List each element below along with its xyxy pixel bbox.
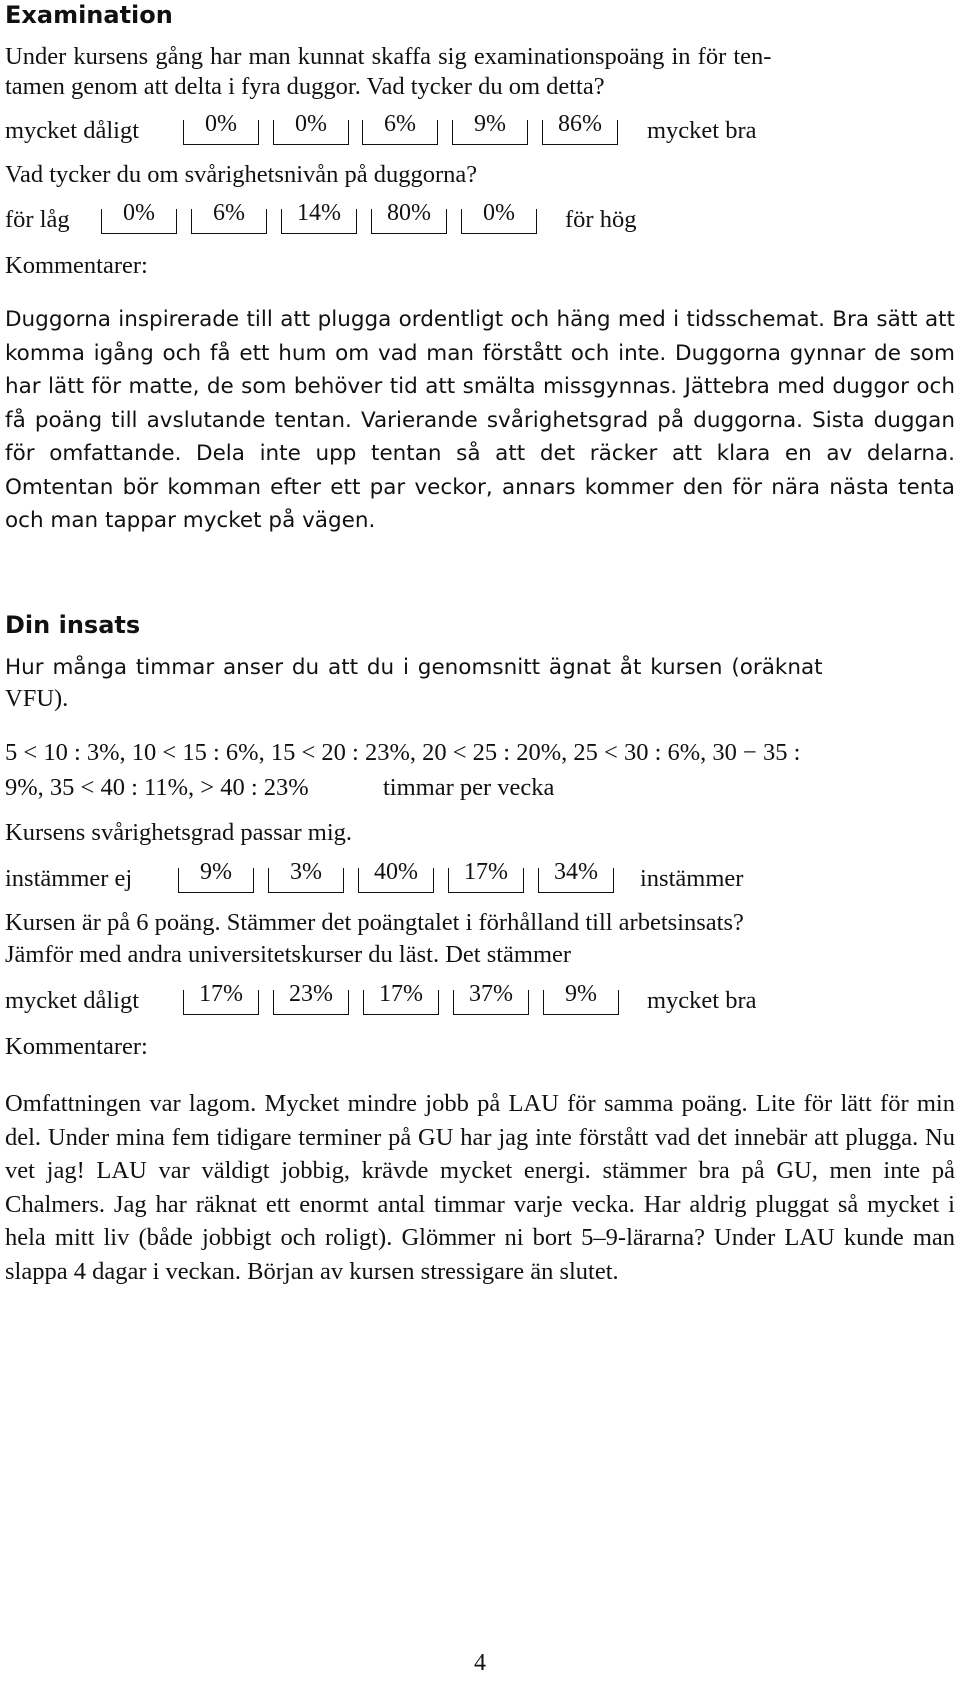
rating-scale-credits (5, 981, 955, 1020)
examination-intro-line-1: Under kursens gång har man kunnat skaffa sig examinationspoäng in för ten- (5, 43, 772, 70)
scale-cell: 86% (542, 120, 618, 145)
hours-question-line-1: Hur många timmar anser du att du i genomsnitt ägnat åt kursen (oräknat (5, 655, 823, 680)
hours-question-line-2: VFU). (5, 685, 69, 712)
examination-comments: Duggorna inspirerade till att plugga ordentligt och häng med i tidsschemat. Bra sätt att komma igång och få ett hum om vad man förstått och inte. Duggorna gynnar de som har lätt för matte, de som behöver tid att smälta missgynnas. Jättebra med duggor och få poäng till avslutande tentan. Varierande svårighetsgrad på duggorna. Sista duggan för omfattande. Dela inte upp tentan så att det räcker att klara en av delarna. Omtentan bör komman efter ett par veckor, annars kommer den för nära nästa tenta och man tappar mycket på vägen. (5, 307, 955, 533)
din-insats-heading: Din insats (5, 611, 141, 639)
scale-cell: 6% (191, 209, 267, 234)
scale-cell: 9% (452, 120, 528, 145)
scale-cell: 80% (371, 209, 447, 234)
scale-left-label: för låg (5, 206, 70, 233)
scale-left-label: instämmer ej (5, 865, 133, 892)
scale-right-label: mycket bra (647, 117, 757, 144)
scale-cell: 40% (358, 868, 434, 893)
hours-distribution-line-1: 5 < 10 : 3%, 10 < 15 : 6%, 15 < 20 : 23%, 20 < 25 : 20%, 25 < 30 : 6%, 30 − 35 : (5, 739, 801, 766)
hours-distribution-line-2: 9%, 35 < 40 : 11%, > 40 : 23% (5, 774, 309, 801)
credits-question-line-1: Kursen är på 6 poäng. Stämmer det poängtalet i förhålland till arbetsinsats? (5, 909, 744, 936)
scale-cell: 34% (538, 868, 614, 893)
scale-cell: 37% (453, 990, 529, 1015)
rating-scale-difficulty-fit (5, 859, 955, 898)
scale-right-label: instämmer (640, 865, 744, 892)
scale-right-label: för hög (565, 206, 637, 233)
question-difficulty: Vad tycker du om svårighetsnivån på duggorna? (5, 161, 478, 188)
document-page (5, 0, 955, 1690)
scale-cell: 23% (273, 990, 349, 1015)
scale-cell: 9% (543, 990, 619, 1015)
scale-cell: 9% (178, 868, 254, 893)
examination-heading: Examination (5, 1, 173, 29)
scale-left-label: mycket dåligt (5, 117, 140, 144)
scale-cell: 6% (362, 120, 438, 145)
scale-cell: 17% (448, 868, 524, 893)
question-difficulty-fit: Kursens svårighetsgrad passar mig. (5, 819, 353, 846)
scale-cell: 0% (101, 209, 177, 234)
scale-left-label: mycket dåligt (5, 987, 140, 1014)
rating-scale-duggor-difficulty (5, 200, 955, 239)
scale-cell: 17% (183, 990, 259, 1015)
examination-intro-line-2: tamen genom att delta i fyra duggor. Vad tycker du om detta? (5, 73, 605, 100)
scale-right-label: mycket bra (647, 987, 757, 1014)
hours-unit: timmar per vecka (383, 774, 555, 801)
scale-cell: 17% (363, 990, 439, 1015)
scale-cell: 0% (461, 209, 537, 234)
scale-cell: 0% (183, 120, 259, 145)
comments-label: Kommentarer: (5, 1033, 148, 1060)
rating-scale-duggor-opinion (5, 111, 955, 150)
comments-label: Kommentarer: (5, 252, 148, 279)
din-insats-comments: Omfattningen var lagom. Mycket mindre jobb på LAU för samma poäng. Lite för lätt för min del. Under mina fem tidigare terminer på GU har jag inte förstått vad det innebär att plugga. Nu vet jag! LAU var väldigt jobbig, krävde mycket energi. stämmer bra på GU, men inte på Chalmers. Jag har räknat ett enormt antal timmar varje vecka. Har aldrig pluggat så mycket i hela mitt liv (både jobbigt och roligt). Glömmer ni bort 5–9-lärarna? Under LAU kunde man slappa 4 dagar i veckan. Början av kursen stressigare än slutet. (5, 1090, 955, 1285)
page-number: 4 (474, 1650, 486, 1676)
scale-cell: 0% (273, 120, 349, 145)
scale-cell: 3% (268, 868, 344, 893)
credits-question-line-2: Jämför med andra universitetskurser du läst. Det stämmer (5, 941, 572, 968)
scale-cell: 14% (281, 209, 357, 234)
